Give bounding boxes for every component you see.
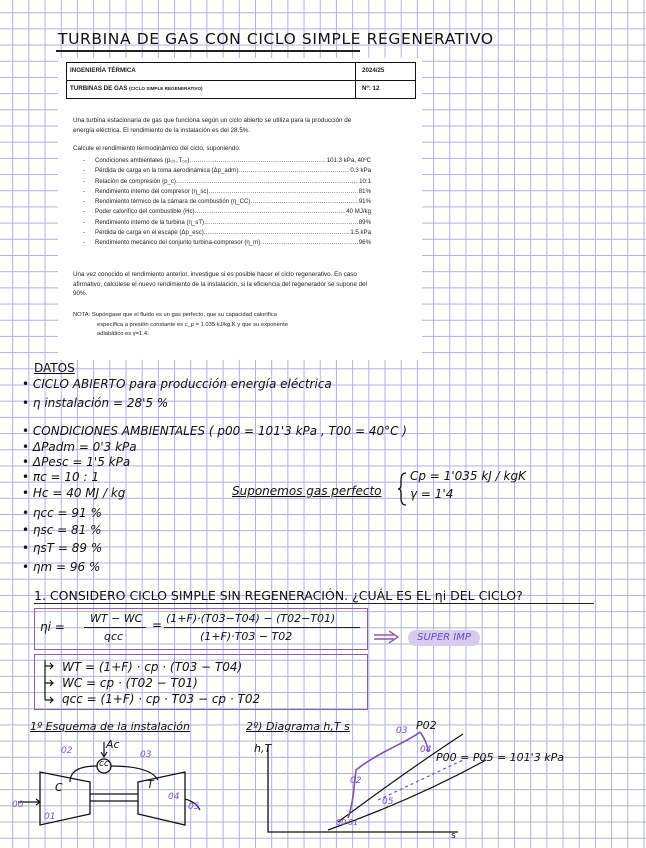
arrow-icon [42, 660, 56, 704]
question-underline [34, 603, 594, 604]
list-item: - Pérdida de carga en la toma aerodinámica (Δp_adm) ..... 0.3 kPa [73, 166, 371, 176]
list-item: - Rendimiento interno de la turbina (η_sT) ..... 89% [73, 218, 371, 228]
fraction-bar [164, 627, 360, 628]
note-line: • CICLO ABIERTO para producción energía eléctrica [22, 377, 332, 391]
diag-point-05: 05 [382, 797, 394, 807]
diag-point-00: 00 [336, 818, 347, 827]
datos-heading: DATOS [34, 361, 75, 375]
data-list [73, 156, 371, 249]
note-line-3: adiabático es γ=1.4. [97, 331, 149, 337]
problem-number: Nº: 12 [362, 85, 380, 92]
diag-point-01: 01 [348, 818, 359, 827]
ask-line: Calcule el rendimiento termodinámico del ciclo, suponiendo: [73, 145, 241, 152]
problem-statement [58, 58, 422, 360]
list-item: - Rendimiento térmico de la cámara de combustión (η_CC) ..... 91% [73, 197, 371, 207]
diag-point-03: 03 [396, 726, 408, 736]
title-underline [56, 50, 360, 52]
question-1: 1. CONSIDERO CICLO SIMPLE SIN REGENERACIÓN. ¿CUÁL ES EL ηi DEL CICLO? [34, 588, 523, 603]
point-02: 02 [61, 746, 73, 756]
page-title: TURBINA DE GAS CON CICLO SIMPLE REGENERATIVO [58, 30, 494, 48]
note-line: • ΔPesc = 1'5 kPa [22, 455, 131, 469]
eq-den2: (1+F)·T03 − T02 [200, 630, 293, 643]
note-line: • πc = 10 : 1 [22, 470, 99, 484]
point-05: 05 [188, 802, 200, 812]
eq-num2: (1+F)·(T03−T04) − (T02−T01) [166, 612, 336, 625]
brace-icon [398, 472, 408, 506]
diag-point-04: 04 [420, 745, 432, 755]
list-item: - Rendimiento mecánico del conjunto turbina-compresor (η_m) ..... 96% [73, 238, 371, 248]
cp-value: Cp = 1'035 kJ / kgK [410, 469, 526, 483]
wc-equation: WC = cp · (T02 − T01) [62, 676, 198, 690]
note-line: • ηcc = 91 % [22, 506, 102, 520]
fuel-label: Ac [106, 738, 120, 751]
note-line: • CONDICIONES AMBIENTALES ( p00 = 101'3 kPa , T00 = 40°C ) [22, 424, 407, 438]
shaft [90, 794, 138, 801]
eq-equals: = [152, 618, 163, 632]
note-line: • ηm = 96 % [22, 560, 101, 574]
x-axis-label: s [451, 831, 456, 841]
list-item: - Rendimiento interno del compresor (η_sc) ..... 81% [73, 187, 371, 197]
eq-den1: qcc [104, 630, 124, 643]
note-line: • ΔPadm = 0'3 kPa [22, 440, 137, 454]
compressor-label: C [55, 781, 63, 794]
note-line: • ηsT = 89 % [22, 541, 103, 555]
topic [67, 81, 356, 98]
esquema-heading: 1º Esquema de la instalación [30, 720, 190, 733]
header-table [66, 62, 416, 99]
list-item: - Poder calorífico del combustible (Hc) ..... 40 MJ/kg [73, 207, 371, 217]
wt-equation: WT = (1+F) · cp · (T03 − T04) [62, 660, 243, 674]
gas-perfecto: Suponemos gas perfecto [232, 484, 382, 498]
y-axis-label: h,T [254, 742, 272, 755]
list-item: - Condiciones ambientales (p₀₀, T₀₀) ..... 101.3 kPa, 40ºC [73, 156, 371, 166]
p02-label: P02 [416, 719, 437, 732]
dashed-line [378, 760, 463, 800]
diagrama-heading: 2º) Diagrama h,T s [246, 720, 350, 733]
cc-label: cc [99, 759, 109, 769]
note-line: • ηsc = 81 % [22, 523, 102, 537]
point-01: 01 [44, 812, 56, 822]
topic-sub: (CICLO SIMPLE REGENERATIVO) [129, 86, 203, 91]
header-row-2 [67, 81, 415, 98]
arrow-icon [372, 630, 402, 644]
gamma-value: γ = 1'4 [410, 487, 454, 501]
note-line-1: NOTA: Supóngase que el fluido es un gas perfecto, que su capacidad calorífica [73, 312, 277, 318]
efficiency-equation [0, 0, 1, 1]
header-row-1 [67, 63, 415, 81]
pressure-label: P00 = P05 = 101'3 kPa [436, 751, 564, 764]
intro-paragraph: Una turbina estacionaria de gas que funciona según un ciclo abierto se utiliza para la producción de energía eléctrica. El rendimiento de la instalación es del 28.5%. [73, 117, 352, 134]
note [73, 311, 363, 340]
flow-line [70, 766, 158, 782]
eq-num1: WT − WC [90, 612, 143, 625]
qcc-equation: qcc = (1+F) · cp · T03 − cp · T02 [62, 692, 261, 706]
note-line: • η instalación = 28'5 % [22, 396, 169, 410]
topic-main: TURBINAS DE GAS [70, 85, 128, 92]
point-00: 00 [12, 800, 24, 810]
super-imp-badge: SUPER IMP [408, 630, 480, 646]
note-line-2: específica a presión constante es c_p = 1.035 kJ/kg.K y que su exponente [97, 321, 288, 328]
list-item: - Relación de compresión (p_c) ..... 10:1 [73, 177, 371, 187]
ts-diagram [258, 730, 488, 830]
installation-schematic [0, 732, 210, 842]
subject: INGENIERÍA TÉRMICA [67, 63, 356, 80]
turbine-label: T [147, 778, 154, 791]
year: 2024/25 [362, 67, 385, 74]
eq-lhs: ηi = [40, 620, 65, 634]
point-04: 04 [168, 792, 180, 802]
followup-paragraph: Una vez conocido el rendimiento anterior, investigue si es posible hacer el ciclo regenerativo. En caso afirmativo, calcúlese el nuevo rendimiento de la instalación, si la eficiencia del regenerador se supone del 90%. [73, 271, 368, 297]
note-line: • Hc = 40 MJ / kg [22, 486, 126, 500]
fraction-bar [84, 627, 146, 628]
point-03: 03 [140, 750, 152, 760]
diag-point-02: 02 [350, 776, 362, 786]
list-item: - Pérdida de carga en el escape (Δp_esc) ..... 1.5 kPa [73, 228, 371, 238]
